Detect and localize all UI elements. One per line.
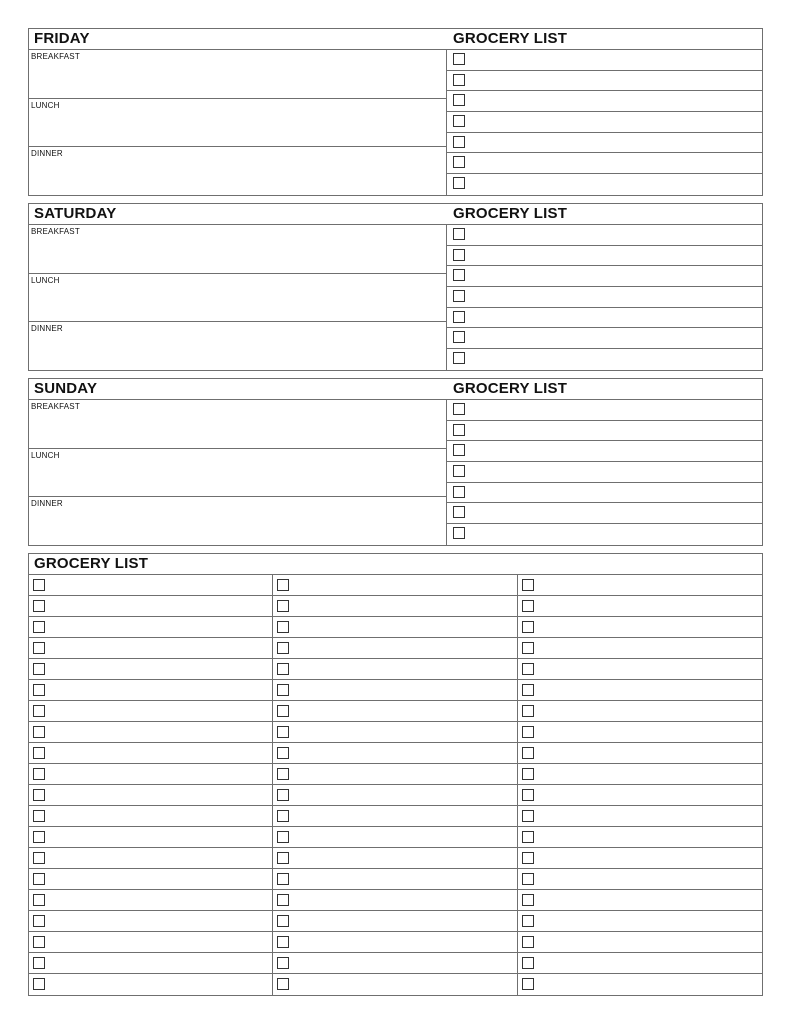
master-grocery-row[interactable] [518,659,762,680]
master-grocery-row[interactable] [273,701,516,722]
master-grocery-row[interactable] [273,722,516,743]
checkbox-icon[interactable] [522,768,534,780]
meal-label: BREAKFAST [31,402,80,411]
master-grocery-row[interactable] [273,869,516,890]
master-grocery-row[interactable] [29,764,272,785]
checkbox-icon[interactable] [277,747,289,759]
checkbox-icon[interactable] [453,506,465,518]
checkbox-icon[interactable] [277,705,289,717]
grocery-row[interactable] [447,71,762,92]
grocery-row[interactable] [447,483,762,504]
checkbox-icon[interactable] [453,115,465,127]
grocery-row[interactable] [447,225,762,246]
checkbox-icon[interactable] [33,957,45,969]
master-grocery-column [29,575,273,995]
checkbox-icon[interactable] [522,642,534,654]
meal-label: DINNER [31,149,63,158]
master-grocery-row[interactable] [518,680,762,701]
checkbox-icon[interactable] [277,726,289,738]
checkbox-icon[interactable] [277,768,289,780]
checkbox-icon[interactable] [453,527,465,539]
master-grocery-row[interactable] [518,638,762,659]
master-grocery-row[interactable] [518,932,762,953]
master-grocery-header [29,554,762,575]
checkbox-icon[interactable] [277,642,289,654]
day-header [29,379,762,400]
checkbox-icon[interactable] [277,621,289,633]
grocery-row[interactable] [447,349,762,370]
checkbox-icon[interactable] [453,269,465,281]
grocery-row[interactable] [447,308,762,329]
checkbox-icon[interactable] [33,747,45,759]
day-grocery-title: GROCERY LIST [453,380,568,397]
master-grocery-row[interactable] [518,596,762,617]
grocery-row[interactable] [447,503,762,524]
master-grocery-list [28,553,763,996]
checkbox-icon[interactable] [453,465,465,477]
checkbox-icon[interactable] [453,177,465,189]
master-grocery-row[interactable] [518,743,762,764]
master-grocery-row[interactable] [273,680,516,701]
master-grocery-row[interactable] [518,974,762,995]
master-grocery-row[interactable] [29,785,272,806]
meal-label: DINNER [31,324,63,333]
checkbox-icon[interactable] [33,621,45,633]
meal-box-lunch[interactable] [29,449,446,498]
master-grocery-row[interactable] [29,848,272,869]
day-section-sunday [28,378,763,546]
checkbox-icon[interactable] [522,957,534,969]
master-grocery-row[interactable] [29,722,272,743]
checkbox-icon[interactable] [33,663,45,675]
checkbox-icon[interactable] [33,579,45,591]
grocery-row[interactable] [447,524,762,545]
checkbox-icon[interactable] [33,936,45,948]
checkbox-icon[interactable] [453,136,465,148]
checkbox-icon[interactable] [453,444,465,456]
master-grocery-row[interactable] [273,911,516,932]
day-grocery-title: GROCERY LIST [453,205,568,222]
checkbox-icon[interactable] [33,831,45,843]
checkbox-icon[interactable] [277,936,289,948]
checkbox-icon[interactable] [33,789,45,801]
master-grocery-row[interactable] [518,575,762,596]
checkbox-icon[interactable] [453,290,465,302]
checkbox-icon[interactable] [277,663,289,675]
checkbox-icon[interactable] [277,957,289,969]
master-grocery-row[interactable] [29,596,272,617]
checkbox-icon[interactable] [522,579,534,591]
master-grocery-row[interactable] [29,680,272,701]
checkbox-icon[interactable] [277,831,289,843]
meal-label: LUNCH [31,100,60,110]
checkbox-icon[interactable] [33,873,45,885]
checkbox-icon[interactable] [33,684,45,696]
day-grocery-list [447,50,762,195]
master-grocery-row[interactable] [273,596,516,617]
meal-box-lunch[interactable] [29,99,446,148]
checkbox-icon[interactable] [522,663,534,675]
meal-label: LUNCH [31,450,60,460]
checkbox-icon[interactable] [33,978,45,990]
master-grocery-row[interactable] [273,932,516,953]
master-grocery-row[interactable] [518,890,762,911]
meal-box-dinner[interactable] [29,322,446,371]
master-grocery-row[interactable] [29,869,272,890]
checkbox-icon[interactable] [277,894,289,906]
grocery-row[interactable] [447,441,762,462]
day-header [29,204,762,225]
grocery-row[interactable] [447,174,762,195]
checkbox-icon[interactable] [453,53,465,65]
checkbox-icon[interactable] [522,600,534,612]
master-grocery-row[interactable] [273,617,516,638]
checkbox-icon[interactable] [277,915,289,927]
day-title: SATURDAY [34,205,117,222]
meal-label: BREAKFAST [31,227,80,236]
meal-box-breakfast[interactable] [29,400,446,449]
master-grocery-row[interactable] [518,827,762,848]
meal-label: LUNCH [31,275,60,285]
checkbox-icon[interactable] [277,684,289,696]
master-grocery-row[interactable] [29,701,272,722]
meal-box-dinner[interactable] [29,147,446,196]
master-grocery-row[interactable] [273,638,516,659]
checkbox-icon[interactable] [33,705,45,717]
master-grocery-row[interactable] [29,974,272,995]
master-grocery-row[interactable] [273,575,516,596]
master-grocery-row[interactable] [273,785,516,806]
checkbox-icon[interactable] [33,768,45,780]
checkbox-icon[interactable] [453,331,465,343]
master-grocery-row[interactable] [273,806,516,827]
master-grocery-row[interactable] [518,764,762,785]
master-grocery-column [273,575,517,995]
checkbox-icon[interactable] [453,424,465,436]
checkbox-icon[interactable] [522,705,534,717]
checkbox-icon[interactable] [277,600,289,612]
checkbox-icon[interactable] [453,94,465,106]
day-section-saturday [28,203,763,371]
master-grocery-row[interactable] [518,953,762,974]
master-grocery-row[interactable] [273,764,516,785]
meal-label: BREAKFAST [31,52,80,61]
master-grocery-row[interactable] [29,890,272,911]
checkbox-icon[interactable] [522,873,534,885]
checkbox-icon[interactable] [277,873,289,885]
checkbox-icon[interactable] [33,726,45,738]
checkbox-icon[interactable] [522,747,534,759]
grocery-row[interactable] [447,266,762,287]
meal-box-breakfast[interactable] [29,225,446,274]
grocery-row[interactable] [447,133,762,154]
checkbox-icon[interactable] [522,684,534,696]
grocery-row[interactable] [447,246,762,267]
checkbox-icon[interactable] [522,936,534,948]
checkbox-icon[interactable] [453,486,465,498]
checkbox-icon[interactable] [33,600,45,612]
grocery-row[interactable] [447,400,762,421]
master-grocery-row[interactable] [518,617,762,638]
grocery-row[interactable] [447,462,762,483]
checkbox-icon[interactable] [277,579,289,591]
checkbox-icon[interactable] [453,403,465,415]
grocery-row[interactable] [447,50,762,71]
master-grocery-row[interactable] [273,827,516,848]
meals-column [29,225,447,370]
checkbox-icon[interactable] [33,894,45,906]
meal-label: DINNER [31,499,63,508]
day-grocery-list [447,225,762,370]
master-grocery-row[interactable] [518,785,762,806]
checkbox-icon[interactable] [522,789,534,801]
checkbox-icon[interactable] [33,642,45,654]
checkbox-icon[interactable] [522,978,534,990]
master-grocery-row[interactable] [518,911,762,932]
day-grocery-list [447,400,762,545]
master-grocery-row[interactable] [273,974,516,995]
master-grocery-row[interactable] [29,932,272,953]
master-grocery-grid [29,575,762,995]
master-grocery-title: GROCERY LIST [34,555,149,572]
master-grocery-row[interactable] [518,701,762,722]
grocery-row[interactable] [447,287,762,308]
grocery-row[interactable] [447,91,762,112]
master-grocery-row[interactable] [273,890,516,911]
day-title: FRIDAY [34,30,90,47]
master-grocery-row[interactable] [29,638,272,659]
grocery-row[interactable] [447,153,762,174]
master-grocery-row[interactable] [273,743,516,764]
checkbox-icon[interactable] [277,852,289,864]
master-grocery-row[interactable] [29,953,272,974]
checkbox-icon[interactable] [453,228,465,240]
master-grocery-row[interactable] [518,806,762,827]
checkbox-icon[interactable] [453,249,465,261]
master-grocery-row[interactable] [29,743,272,764]
master-grocery-row[interactable] [518,869,762,890]
master-grocery-row[interactable] [29,617,272,638]
checkbox-icon[interactable] [277,978,289,990]
meal-box-breakfast[interactable] [29,50,446,99]
checkbox-icon[interactable] [522,852,534,864]
checkbox-icon[interactable] [522,726,534,738]
master-grocery-row[interactable] [518,848,762,869]
checkbox-icon[interactable] [33,915,45,927]
master-grocery-row[interactable] [29,806,272,827]
checkbox-icon[interactable] [33,852,45,864]
checkbox-icon[interactable] [522,831,534,843]
master-grocery-row[interactable] [273,953,516,974]
checkbox-icon[interactable] [522,915,534,927]
grocery-row[interactable] [447,421,762,442]
checkbox-icon[interactable] [277,789,289,801]
master-grocery-row[interactable] [29,827,272,848]
day-section-friday [28,28,763,196]
meal-box-lunch[interactable] [29,274,446,323]
master-grocery-row[interactable] [518,722,762,743]
checkbox-icon[interactable] [453,311,465,323]
checkbox-icon[interactable] [453,352,465,364]
day-grocery-title: GROCERY LIST [453,30,568,47]
grocery-row[interactable] [447,328,762,349]
checkbox-icon[interactable] [522,621,534,633]
master-grocery-row[interactable] [29,911,272,932]
master-grocery-row[interactable] [273,848,516,869]
day-header [29,29,762,50]
checkbox-icon[interactable] [277,810,289,822]
meals-column [29,50,447,195]
checkbox-icon[interactable] [522,894,534,906]
meals-column [29,400,447,545]
master-grocery-column [518,575,762,995]
checkbox-icon[interactable] [522,810,534,822]
day-title: SUNDAY [34,380,98,397]
checkbox-icon[interactable] [453,156,465,168]
meal-box-dinner[interactable] [29,497,446,546]
master-grocery-row[interactable] [273,659,516,680]
checkbox-icon[interactable] [453,74,465,86]
checkbox-icon[interactable] [33,810,45,822]
grocery-row[interactable] [447,112,762,133]
master-grocery-row[interactable] [29,659,272,680]
master-grocery-row[interactable] [29,575,272,596]
